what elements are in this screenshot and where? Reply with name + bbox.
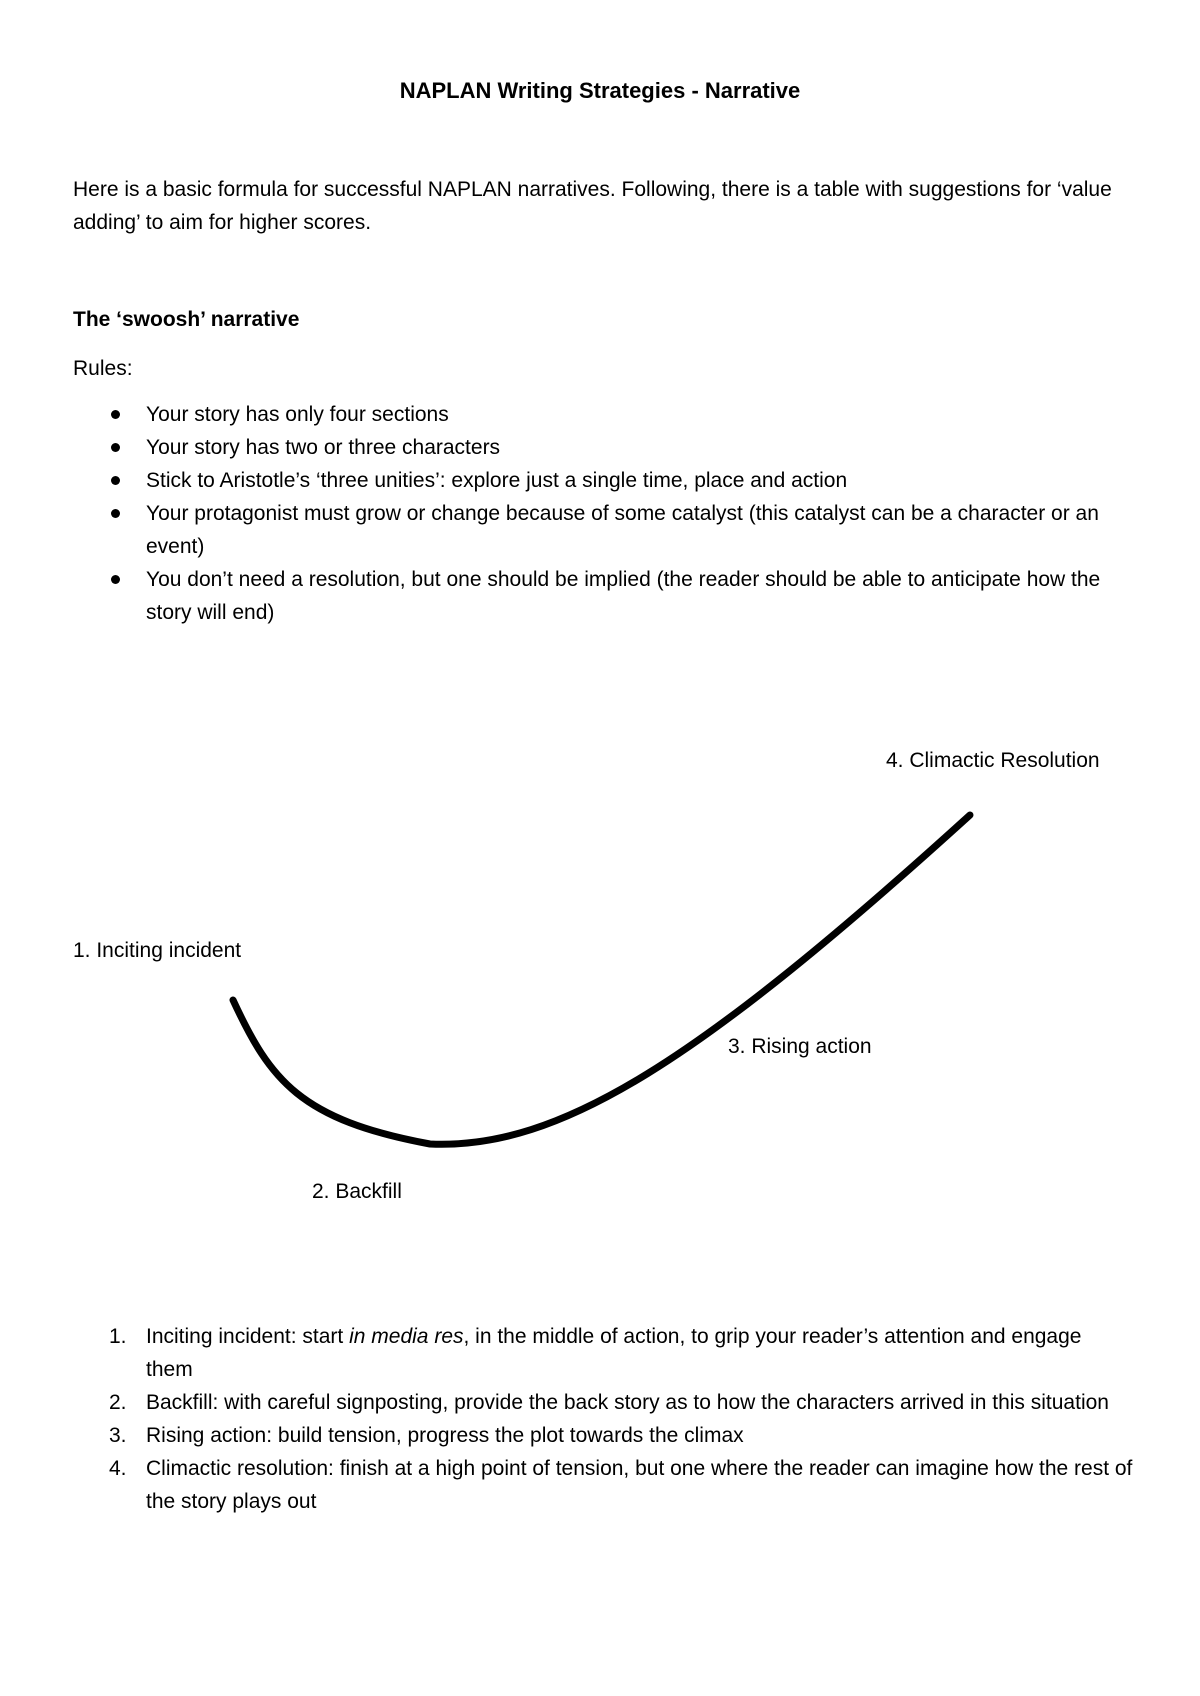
swoosh-curve <box>233 815 970 1144</box>
label-inciting-incident: 1. Inciting incident <box>73 939 242 962</box>
rules-list <box>73 398 1133 629</box>
section-heading: The ‘swoosh’ narrative <box>73 308 300 331</box>
step-italic-text: in media res <box>349 1325 464 1348</box>
rule-item: Stick to Aristotle’s ‘three unities’: explore just a single time, place and action <box>73 464 1133 497</box>
rules-label: Rules: <box>73 357 133 380</box>
step-item <box>73 1320 1133 1386</box>
step-text: Climactic resolution: finish at a high point of tension, but one where the reader can imagine how the rest of the story plays out <box>146 1457 1133 1513</box>
step-text: Inciting incident: start <box>146 1325 350 1348</box>
page-title: NAPLAN Writing Strategies - Narrative <box>399 78 801 103</box>
step-number: 4. <box>109 1457 127 1480</box>
rule-item: Your story has two or three characters <box>73 431 1133 464</box>
step-text-cont: , in the middle of action, to grip your reader’s attention and engage them <box>146 1325 1082 1381</box>
step-item <box>73 1386 1133 1419</box>
step-number: 3. <box>109 1424 127 1447</box>
rule-item: Your protagonist must grow or change because of some catalyst (this catalyst can be a character or an event) <box>73 497 1133 563</box>
swoosh-curve-graphic <box>0 720 1200 1220</box>
step-text: Backfill: with careful signposting, provide the back story as to how the characters arrived in this situation <box>146 1391 1109 1414</box>
label-climactic-resolution: 4. Climactic Resolution <box>886 749 1100 772</box>
intro-paragraph: Here is a basic formula for successful NAPLAN narratives. Following, there is a table with suggestions for ‘value adding’ to aim for higher scores. <box>73 178 1112 234</box>
step-item <box>73 1419 1133 1452</box>
step-item <box>73 1452 1133 1518</box>
label-backfill: 2. Backfill <box>312 1180 402 1203</box>
steps-list <box>73 1320 1133 1518</box>
step-number: 1. <box>109 1325 127 1348</box>
step-number: 2. <box>109 1391 127 1414</box>
rule-item: You don’t need a resolution, but one should be implied (the reader should be able to anticipate how the story will end) <box>73 563 1133 629</box>
step-text: Rising action: build tension, progress the plot towards the climax <box>146 1424 744 1447</box>
rule-item: Your story has only four sections <box>73 398 1133 431</box>
label-rising-action: 3. Rising action <box>728 1035 872 1058</box>
swoosh-diagram <box>0 720 1200 1220</box>
